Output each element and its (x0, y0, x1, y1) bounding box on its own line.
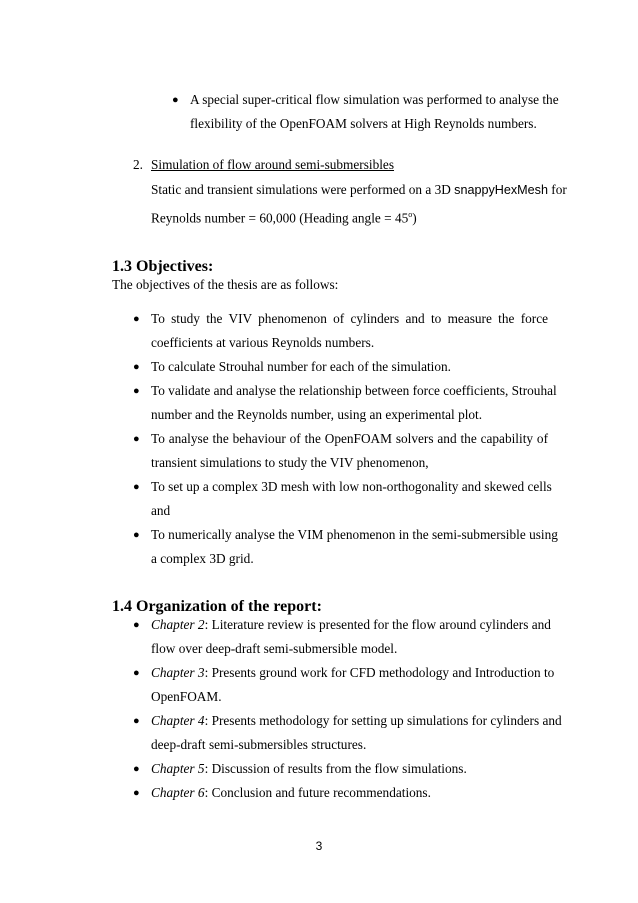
objective-4-line-1: To analyse the behaviour of the OpenFOAM solvers and the capability of (151, 431, 548, 446)
objective-5-line-1: To set up a complex 3D mesh with low non-orthogonality and skewed cells (151, 479, 552, 494)
objective-1-line-1: To study the VIV phenomenon of cylinders and to measure the force (151, 311, 548, 326)
bullet-icon: ● (133, 385, 140, 397)
chapter-6-line-1 (151, 781, 431, 805)
objective-3-line-1: To validate and analyse the relationship between force coefficients, Strouhal (151, 383, 557, 398)
chapter-2-label: Chapter 2 (151, 617, 205, 632)
chapter-6-text: : Conclusion and future recommendations. (204, 785, 431, 800)
item2-line2-text: Reynolds number = 60,000 (Heading angle = 45 (151, 210, 409, 226)
chapter-4-label: Chapter 4 (151, 713, 205, 728)
page-number: 3 (315, 839, 323, 853)
chapter-3-line-2: OpenFOAM. (151, 689, 222, 704)
item2-line-2 (151, 203, 417, 230)
item2-line2-end: ) (412, 210, 417, 226)
item2-title: Simulation of flow around semi-submersibles (151, 157, 395, 172)
objective-2-line-1: To calculate Strouhal number for each of the simulation. (151, 359, 451, 374)
objective-6-line-2: a complex 3D grid. (151, 551, 254, 566)
intro-bullet-line-2: flexibility of the OpenFOAM solvers at High Reynolds numbers. (190, 116, 537, 131)
bullet-icon: ● (133, 313, 140, 325)
chapter-6-label: Chapter 6 (151, 785, 205, 800)
chapter-3-line-1 (151, 661, 555, 685)
chapter-2-text: : Literature review is presented for the flow around cylinders and (204, 617, 551, 632)
chapter-5-line-1 (151, 757, 467, 781)
list-number-2: 2. (133, 157, 143, 172)
item2-line1-end: for (547, 182, 567, 197)
objective-5-line-2: and (151, 503, 171, 518)
degree-superscript: o (408, 210, 413, 219)
chapter-5-text: : Discussion of results from the flow simulations. (204, 761, 467, 776)
objective-3-line-2: number and the Reynolds number, using an experimental plot. (151, 407, 483, 422)
objective-4-line-2: transient simulations to study the VIV phenomenon, (151, 455, 429, 470)
chapter-3-label: Chapter 3 (151, 665, 205, 680)
bullet-icon: ● (133, 481, 140, 493)
intro-bullet-line-1: A special super-critical flow simulation was performed to analyse the (190, 92, 559, 107)
chapter-4-line-2: deep-draft semi-submersibles structures. (151, 737, 367, 752)
objective-1-line-2: coefficients at various Reynolds numbers. (151, 335, 375, 350)
bullet-icon: ● (133, 433, 140, 445)
item2-line-1 (151, 178, 567, 202)
chapter-3-text: : Presents ground work for CFD methodology and Introduction to (204, 665, 555, 680)
bullet-icon: ● (133, 715, 140, 727)
bullet-icon: ● (133, 361, 140, 373)
chapter-2-line-2: flow over deep-draft semi-submersible model. (151, 641, 398, 656)
bullet-icon: ● (133, 619, 140, 631)
bullet-icon: ● (172, 94, 179, 106)
bullet-icon: ● (133, 667, 140, 679)
item2-line1-text: Static and transient simulations were performed on a 3D (151, 182, 455, 197)
chapter-4-text: : Presents methodology for setting up simulations for cylinders and (204, 713, 562, 728)
bullet-icon: ● (133, 529, 140, 541)
bullet-icon: ● (133, 763, 140, 775)
chapter-5-label: Chapter 5 (151, 761, 205, 776)
chapter-4-line-1 (151, 709, 562, 733)
bullet-icon: ● (133, 787, 140, 799)
chapter-2-line-1 (151, 613, 551, 637)
objectives-intro: The objectives of the thesis are as follows: (112, 277, 339, 292)
organization-heading: 1.4 Organization of the report: (112, 598, 322, 615)
objectives-heading: 1.3 Objectives: (112, 258, 214, 275)
snappyhexmesh-term: snappyHexMesh (454, 183, 548, 197)
objective-6-line-1: To numerically analyse the VIM phenomenon in the semi-submersible using (151, 527, 558, 542)
